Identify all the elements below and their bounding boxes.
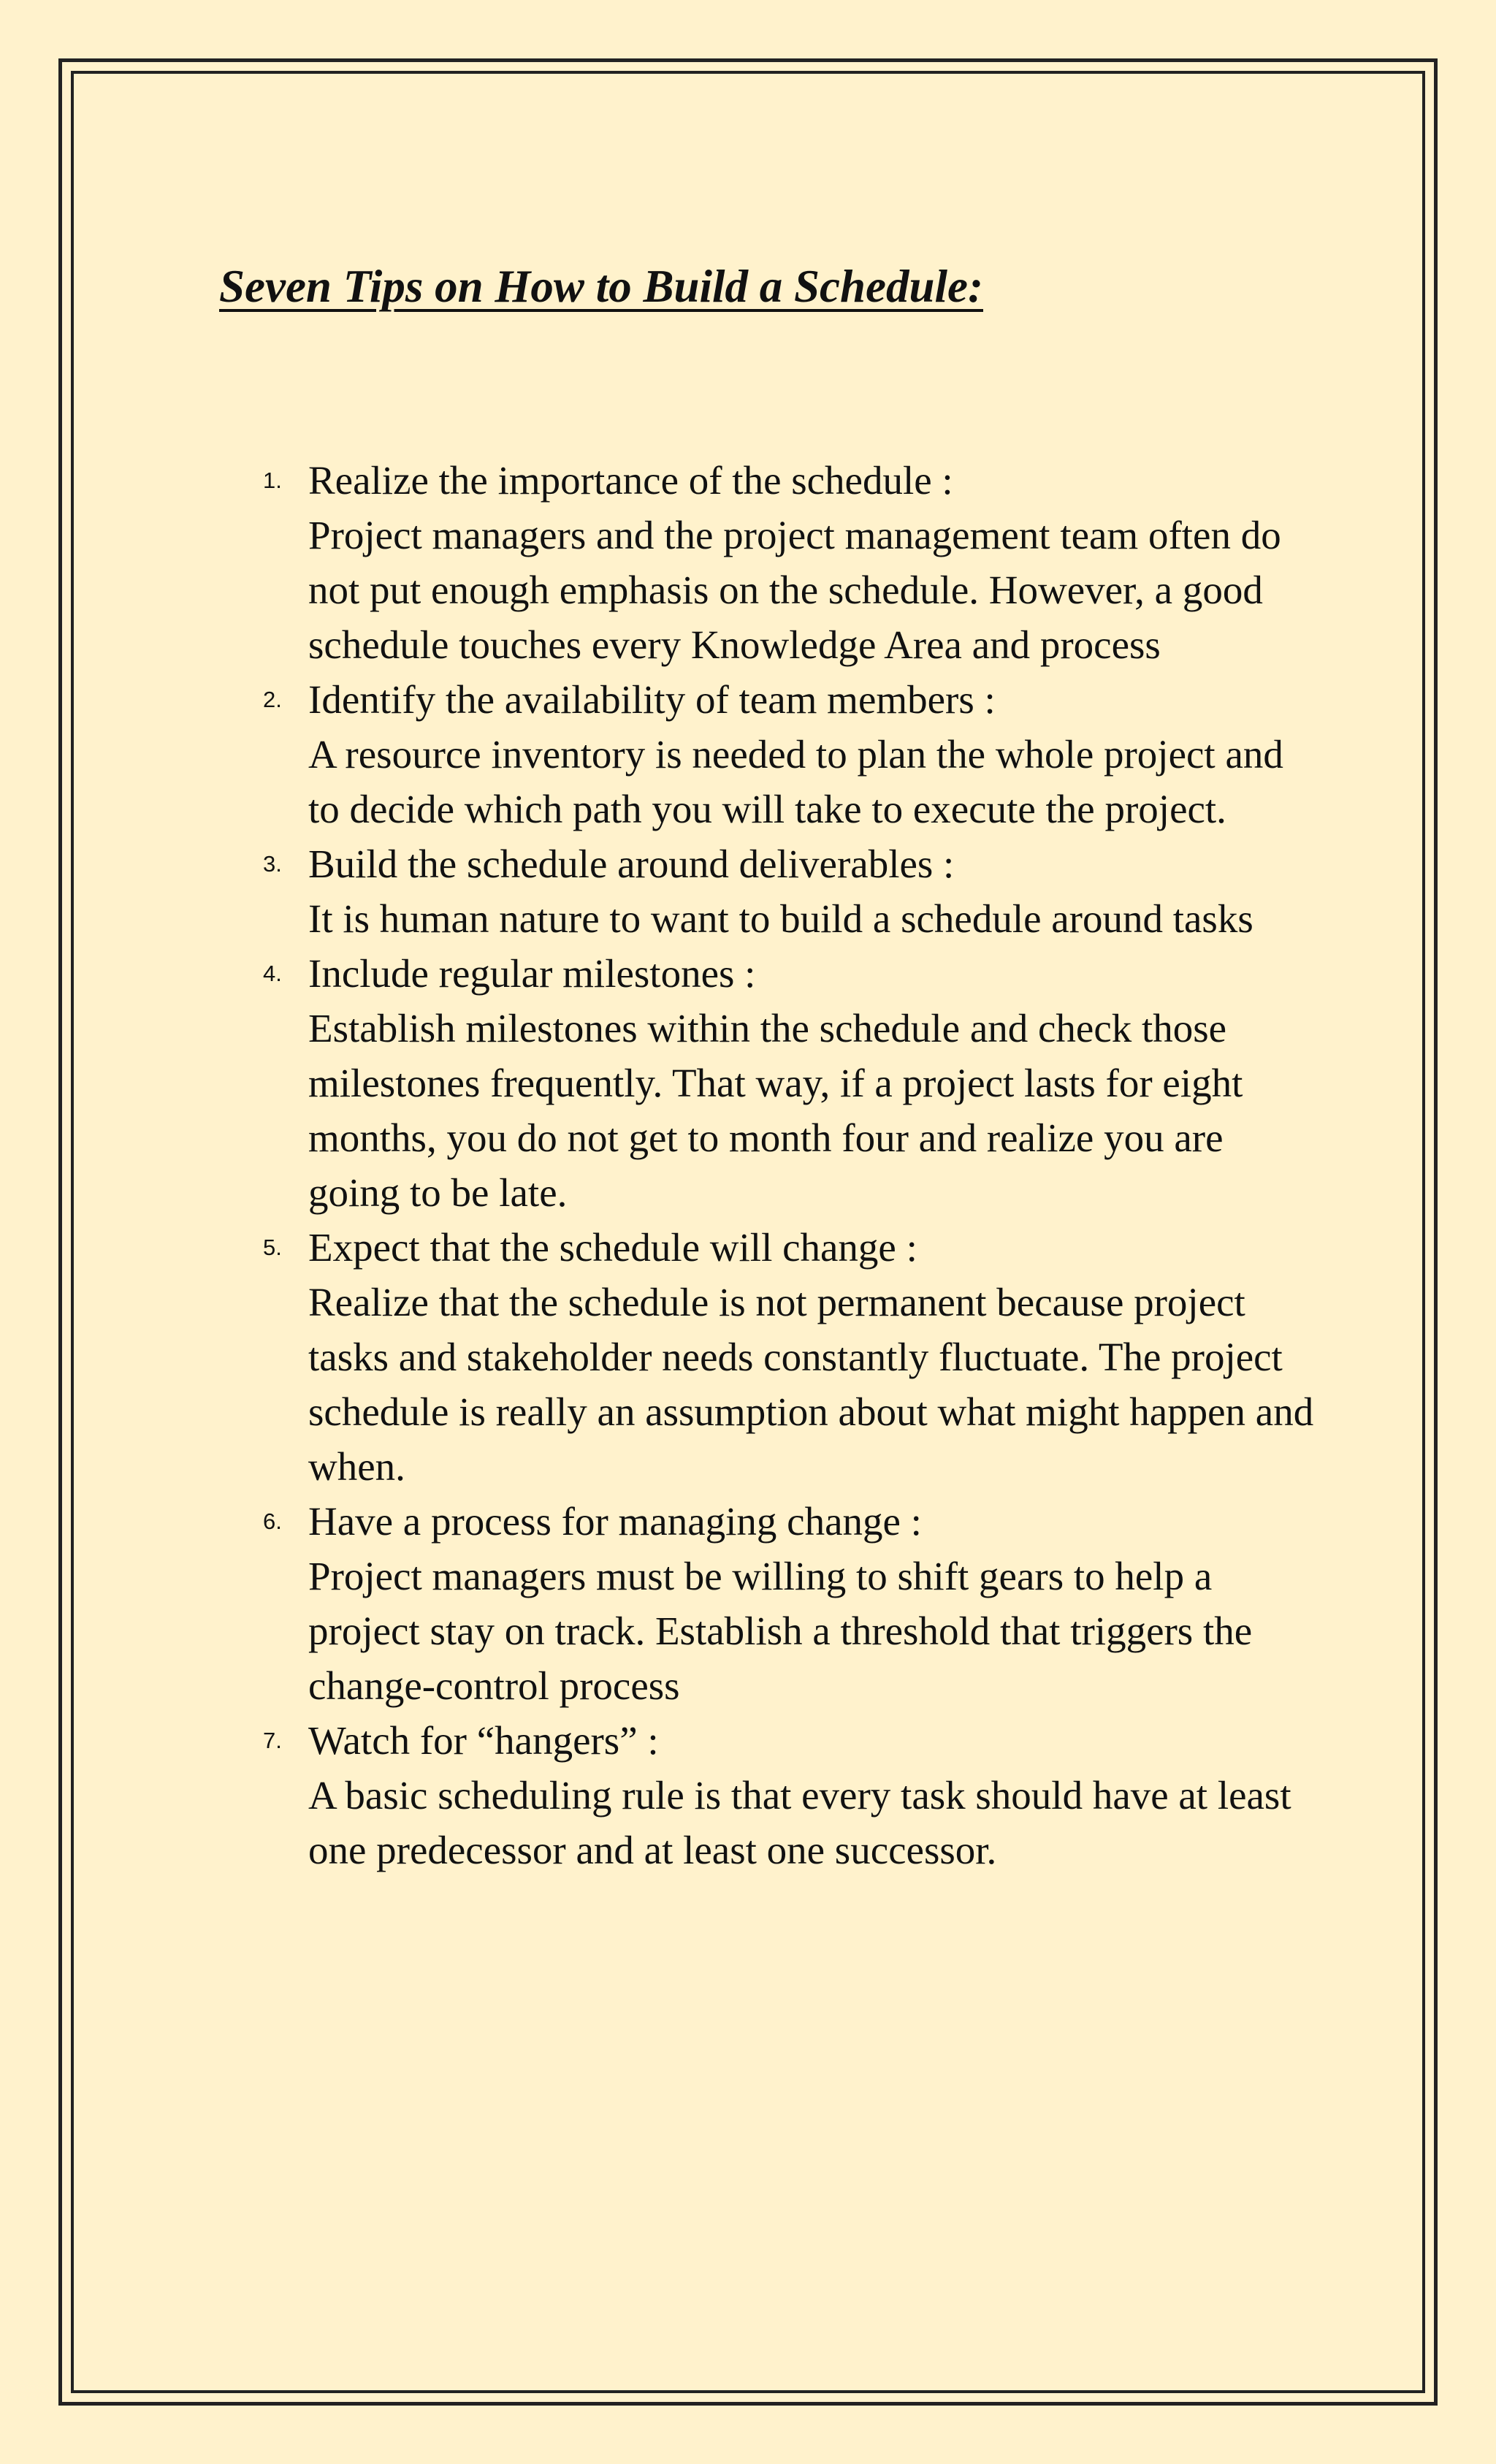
tip-body: Project managers must be willing to shift gears to help a project stay on track. Establish a threshold that triggers the change-control process xyxy=(308,1554,1253,1708)
tip-item-6 xyxy=(263,1494,1315,1713)
tip-heading: Build the schedule around deliverables : xyxy=(308,842,955,886)
tip-body: It is human nature to want to build a schedule around tasks xyxy=(308,896,1253,941)
tip-item-2 xyxy=(263,672,1315,836)
tip-item-5 xyxy=(263,1220,1315,1494)
tip-number: 1. xyxy=(263,468,282,493)
tip-heading: Watch for “hangers” : xyxy=(308,1718,659,1763)
tip-number: 2. xyxy=(263,687,282,712)
tip-heading: Include regular milestones : xyxy=(308,951,756,996)
page-title: Seven Tips on How to Build a Schedule: xyxy=(219,261,983,312)
tip-body: Project managers and the project management team often do not put enough emphasis on the schedule. However, a good schedule touches every Knowledge Area and process xyxy=(308,513,1281,667)
tip-number: 6. xyxy=(263,1508,282,1534)
tips-list xyxy=(263,453,1315,1877)
tip-item-3 xyxy=(263,836,1315,946)
tip-number: 4. xyxy=(263,961,282,986)
tip-number: 3. xyxy=(263,851,282,877)
tip-item-1 xyxy=(263,453,1315,672)
tip-item-7 xyxy=(263,1713,1315,1877)
tip-body: Establish milestones within the schedule and check those milestones frequently. That way, if a project lasts for eight months, you do not get to month four and realize you are going to be late. xyxy=(308,1006,1243,1215)
tip-heading: Realize the importance of the schedule : xyxy=(308,458,953,503)
tip-item-4 xyxy=(263,946,1315,1220)
tip-heading: Expect that the schedule will change : xyxy=(308,1225,917,1270)
tip-heading: Identify the availability of team members : xyxy=(308,677,996,722)
tip-body: Realize that the schedule is not permanent because project tasks and stakeholder needs constantly fluctuate. The project schedule is really an assumption about what might happen and when. xyxy=(308,1280,1314,1489)
tip-number: 7. xyxy=(263,1728,282,1753)
tip-number: 5. xyxy=(263,1235,282,1260)
tip-body: A basic scheduling rule is that every task should have at least one predecessor and at least one successor. xyxy=(308,1773,1291,1872)
tip-body: A resource inventory is needed to plan the whole project and to decide which path you will take to execute the project. xyxy=(308,732,1283,831)
tip-heading: Have a process for managing change : xyxy=(308,1499,922,1544)
